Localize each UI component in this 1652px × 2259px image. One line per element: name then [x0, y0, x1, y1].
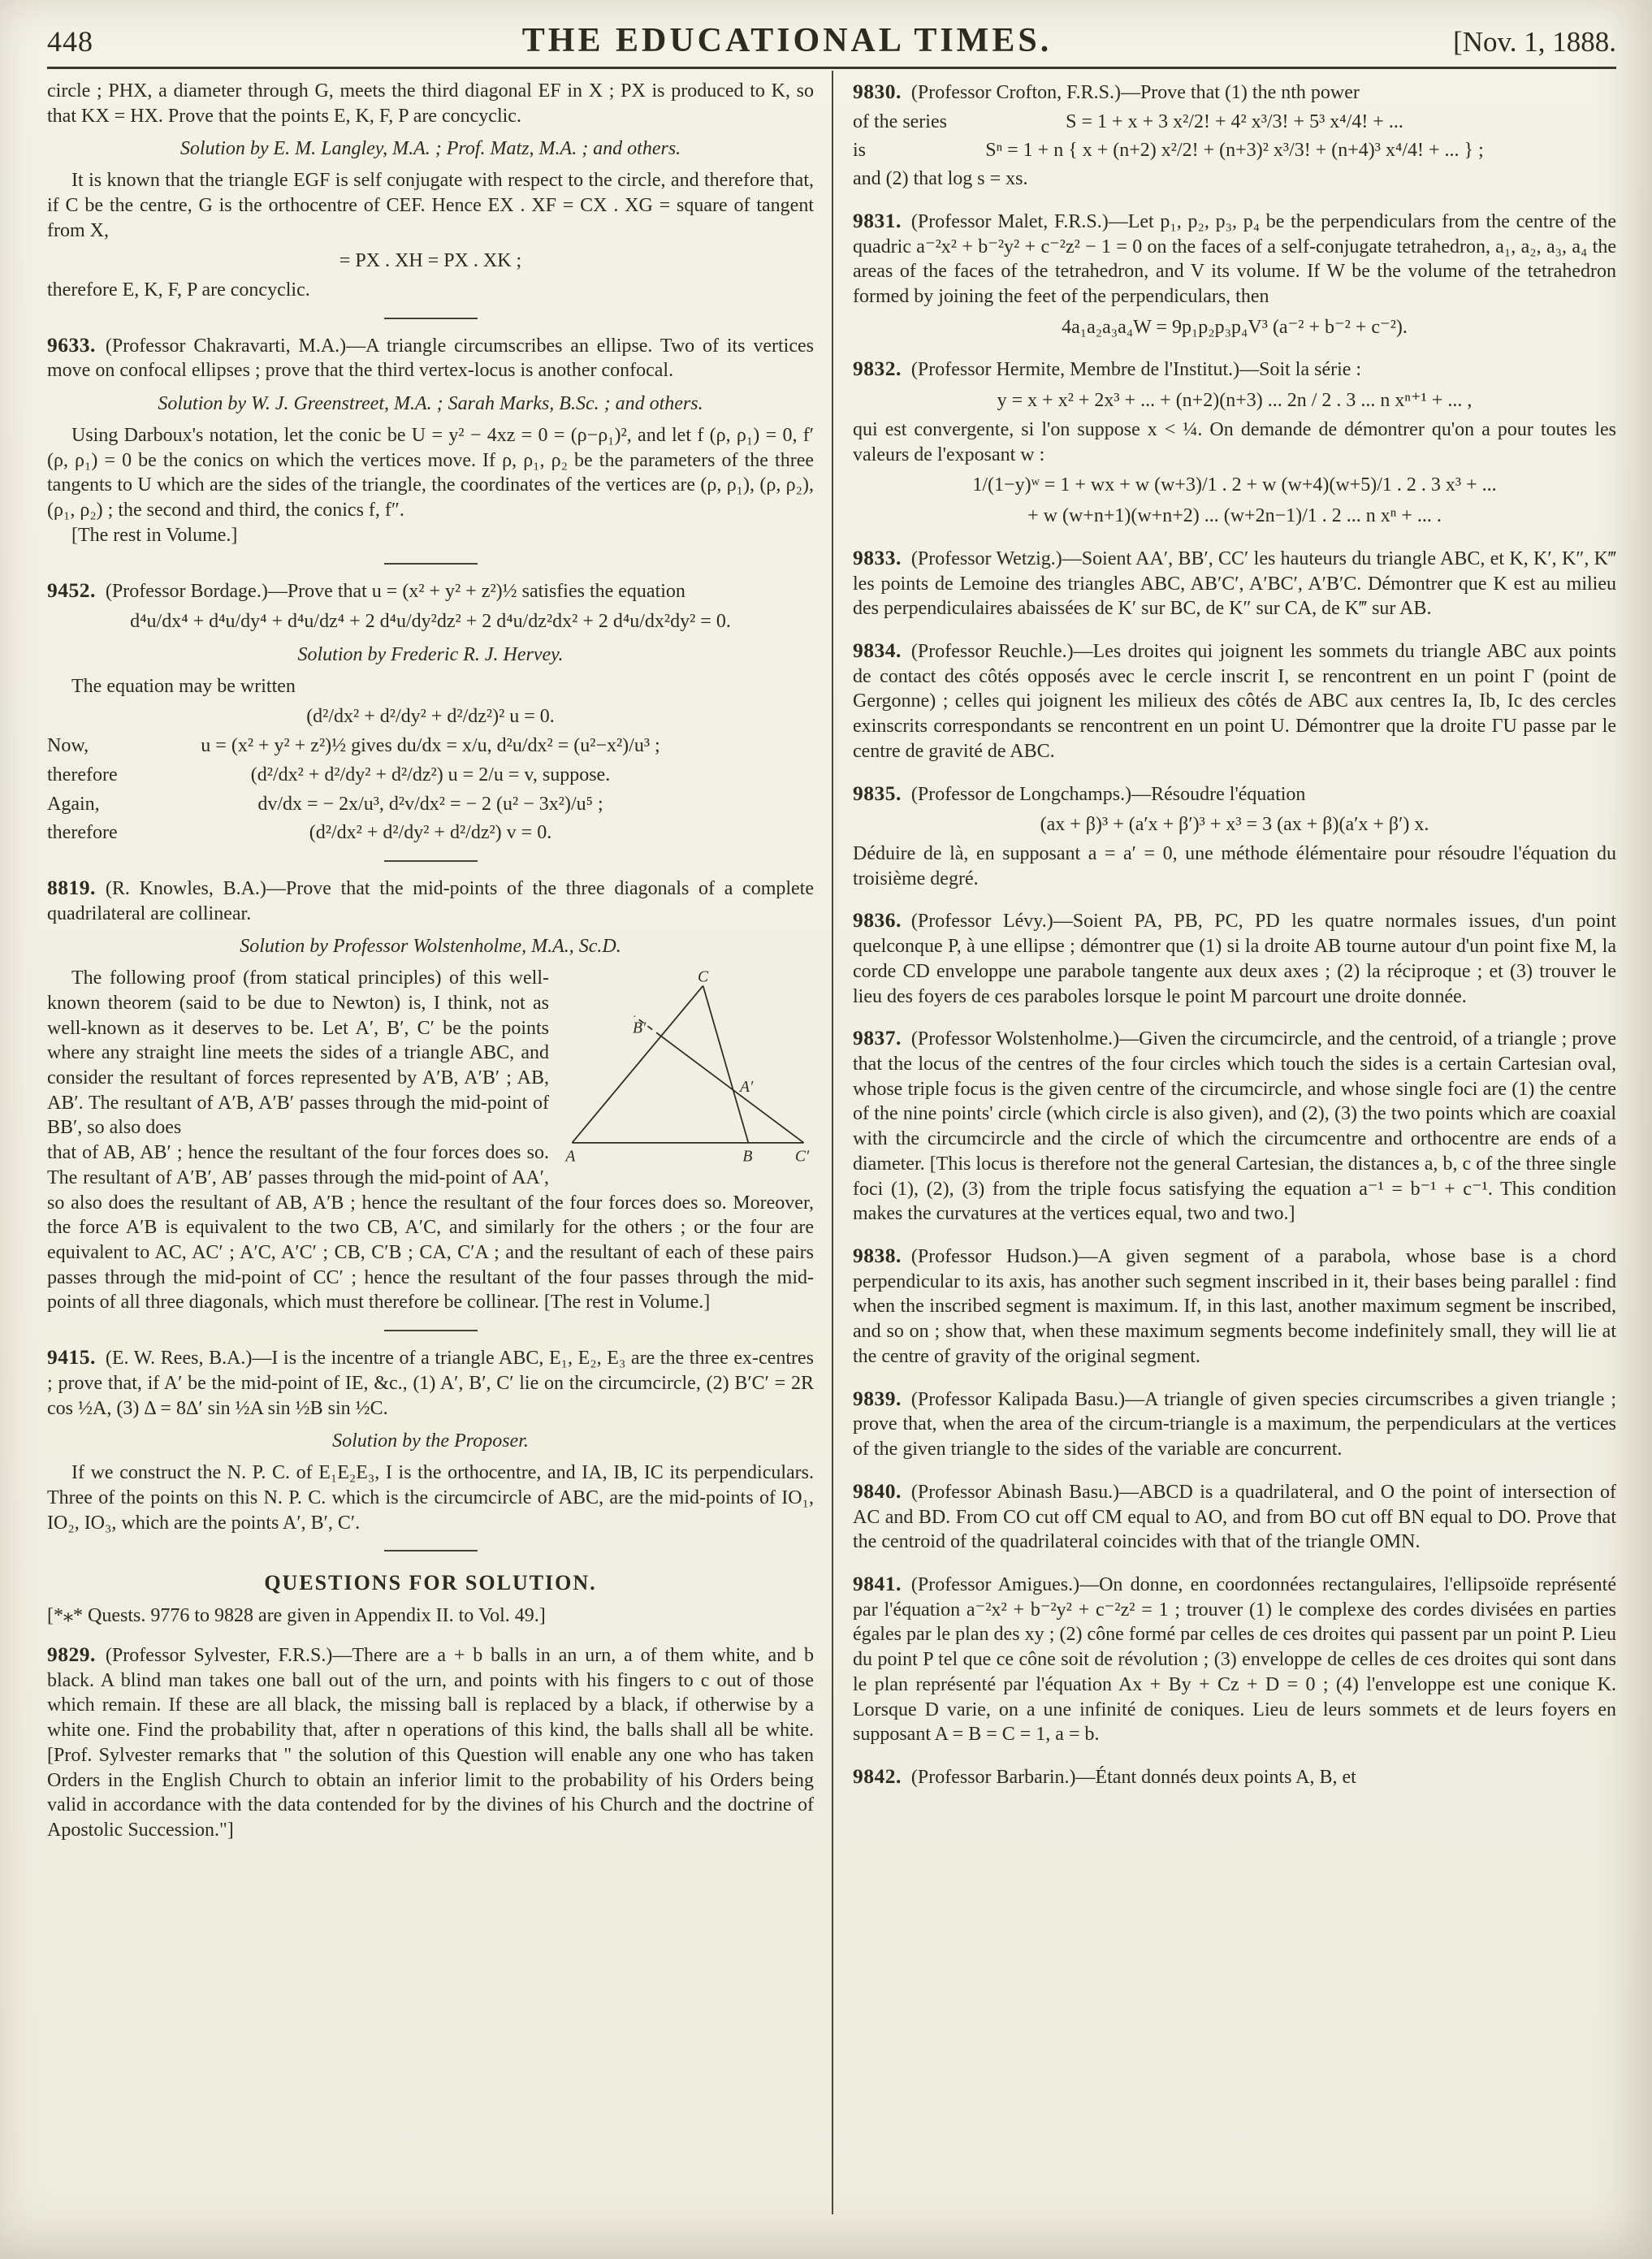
figure-label-c: C	[698, 971, 709, 986]
solution-heading: Solution by Frederic R. J. Hervey.	[297, 643, 564, 665]
figure-label-b: B	[742, 1148, 753, 1166]
equation: 4a₁a₂a₃a₄W = 9p₁p₂p₃p₄V³ (a⁻² + b⁻² + c⁻²).	[1062, 316, 1408, 338]
problem-text: (Professor Hermite, Membre de l'Institut.)—Soit la série :	[910, 359, 1362, 381]
continued-problem-text: circle ; PHX, a diameter through G, meets the third diagonal EF in X ; PX is produced to K, so that KX = HX. Prove that the points E, K, F, P are concyclic.	[47, 80, 814, 127]
problem-text: (Professor Bordage.)—Prove that u = (x² + y² + z²)½ satisfies the equation	[105, 580, 685, 602]
problem-text: (Professor Barbarin.)—Étant donnés deux points A, B, et	[910, 1766, 1356, 1788]
problem-9837	[853, 1025, 1616, 1227]
transversal-line	[661, 1036, 804, 1143]
problem-text: (Professor Malet, F.R.S.)—Let p₁, p₂, p₃, p₄ be the perpendiculars from the centre of the quadric a⁻²x² + b⁻²y² + c⁻²z² − 1 = 0 on the faces of a self-conjugate tetrahedron, a₁, a₂, a₃, a₄ the areas of the faces of the tetrahedron, and V its volume. If W be the volume of the tetrahedron formed by joining the feet of the perpendiculars, then	[853, 210, 1616, 308]
problem-9452	[47, 578, 814, 604]
issue-date: [Nov. 1, 1888.	[1453, 26, 1616, 58]
problem-number: 9830.	[853, 80, 902, 103]
problem-9839	[853, 1386, 1616, 1462]
equation: (d²/dx² + d²/dy² + d²/dz²) u = 2/u = v, suppose.	[250, 764, 611, 785]
section-divider	[384, 1550, 478, 1551]
solution-paragraph: therefore E, K, F, P are concyclic.	[47, 279, 310, 301]
problem-text: (R. Knowles, B.A.)—Prove that the mid-points of the three diagonals of a complete quadrilateral are collinear.	[47, 877, 814, 924]
problem-9834	[853, 638, 1616, 764]
problem-9840	[853, 1478, 1616, 1555]
problem-number: 9839.	[853, 1386, 902, 1410]
problem-number: 9838.	[853, 1244, 902, 1268]
equation: (ax + β)³ + (a′x + β′)³ + x³ = 3 (ax + β)(a′x + β′) x.	[1040, 814, 1429, 836]
solution-paragraph: Using Darboux's notation, let the conic be U = y² − 4xz = 0 = (ρ−ρ₁)², and let f (ρ, ρ₁) = 0, f′ (ρ, ρ₁) = 0 be the conics on which the vertices move. If ρ, ρ₁, ρ₂ be the parameters of the three tangents to U which are the sides of the triangle, the coordinates of the vertices are (ρ, ρ₁), (ρ, ρ₂), (ρ₁, ρ₂) ; the second and third, the conics f, f″.	[47, 424, 814, 521]
section-divider	[384, 860, 478, 862]
page-number: 448	[47, 25, 93, 58]
problem-number: 9836.	[853, 908, 902, 933]
equation: d⁴u/dx⁴ + d⁴u/dy⁴ + d⁴u/dz⁴ + 2 d⁴u/dy²dz² + 2 d⁴u/dz²dx² + 2 d⁴u/dx²dy² = 0.	[130, 611, 731, 633]
problem-9833	[853, 545, 1616, 621]
equation: Sⁿ = 1 + n { x + (n+2) x²/2! + (n+3)² x³/3! + (n+4)³ x⁴/4! + ... } ;	[985, 140, 1484, 162]
left-column	[47, 71, 832, 2214]
problem-text: Déduire de là, en supposant a = a′ = 0, une méthode élémentaire pour résoudre l'équation du troisième degré.	[853, 842, 1616, 889]
problem-text: (Professor Wetzig.)—Soient AA′, BB′, CC′ les hauteurs du triangle ABC, et K, K′, K″, K‴ les points de Lemoine des triangles ABC, AB′C′, A′BC′, A′B′C. Démontrer que K est au milieu des perpendiculaires abaissées de K′ sur BC, de K″ sur CA, de K‴ sur AB.	[853, 547, 1616, 620]
problem-text: and (2) that log s = xs.	[853, 168, 1028, 190]
problem-text: (Professor Amigues.)—On donne, en coordonnées rectangulaires, l'ellipsoïde représenté par l'équation a⁻²x² + b⁻²y² + c⁻²z² = 1 ; trouver (1) le complexe des cordes divisées en parties égales par le plan des xy ; (2) cône formé par celles de ces droites qui passent par un point P. Lieu du point P tel que ce cône soit de révolution ; (3) enveloppe de celles de ces droites qui sont dans le plan représenté par l'équation Ax + By + Cz + D = 0 ; (4) l'enveloppe est une conique K. Lorsque D varie, on a une infinité de coniques. Lieu de leurs sommets et de leurs foyers en supposant A = B = C = 1, a = b.	[853, 1573, 1616, 1746]
solution-heading: Solution by E. M. Langley, M.A. ; Prof. Matz, M.A. ; and others.	[179, 138, 681, 160]
problem-9842	[853, 1763, 1616, 1790]
equation: 1/(1−y)ʷ = 1 + wx + w (w+3)/1 . 2 + w (w+4)(w+5)/1 . 2 . 3 x³ + ...	[972, 474, 1497, 496]
triangle-diagram	[562, 971, 814, 1168]
problem-number: 9831.	[853, 208, 902, 232]
problem-text: (Professor Wolstenholme.)—Given the circumcircle, and the centroid, of a triangle ; prove that the locus of the centres of the four circles which touch the sides is a certain Cartesian oval, whose triple focus is the given centre of the circumcircle, and whose single foci are (1) the centre of the nine points' circle (which circle is also given), and (2), (3) the two points which are coaxial with the circumcircle and the circle of which the circumcentre and orthocentre are ends of a diameter. [This locus is therefore not the general Cartesian, the distances a, b, c of the three single foci (1), (2), (3) from the triple focus satisfying the equation a⁻¹ = b⁻¹ + c⁻¹. This condition makes the curvatures at the vertices equal, two and two.]	[853, 1028, 1616, 1225]
equation-row	[853, 138, 1616, 163]
problem-text: (Professor Abinash Basu.)—ABCD is a quadrilateral, and O the point of intersection of AC and BD. From CO cut off CM equal to AO, and from BO cut off BN equal to DO. Prove that the centroid of the quadrilateral coincides with that of the triangle OMN.	[853, 1481, 1616, 1553]
problem-9835	[853, 781, 1616, 807]
right-column	[832, 71, 1616, 2214]
questions-for-solution-heading: QUESTIONS FOR SOLUTION.	[264, 1571, 597, 1595]
equation-row	[47, 820, 814, 846]
problem-9830	[853, 79, 1616, 106]
rest-in-volume-note: [The rest in Volume.]	[71, 524, 238, 546]
figure-label-c-prime: C′	[794, 1148, 810, 1166]
equation-row-label: is	[853, 140, 867, 162]
columns	[47, 71, 1616, 2214]
equation: + w (w+n+1)(w+n+2) ... (w+2n−1)/1 . 2 ... n xⁿ + ... .	[1027, 505, 1442, 527]
appendix-note: [*⁎* Quests. 9776 to 9828 are given in Appendix II. to Vol. 49.]	[47, 1605, 546, 1627]
journal-title: THE EDUCATIONAL TIMES.	[521, 22, 1053, 59]
triangle-side-cb	[703, 986, 749, 1143]
equation-row-label: of the series	[853, 110, 947, 132]
solution-paragraph: The equation may be written	[71, 675, 296, 697]
problem-number: 9415.	[47, 1345, 96, 1370]
equation-row-label: Now,	[47, 735, 89, 757]
equation-row	[47, 763, 814, 788]
solution-paragraph: It is known that the triangle EGF is self conjugate with respect to the circle, and therefore that, if C be the centre, G is the orthocentre of CEF. Hence EX . XF = CX . XG = square of tangent from X,	[47, 170, 814, 241]
problem-text: qui est convergente, si l'on suppose x < ¼. On demande de démontrer qu'on a pour toutes les valeurs de l'exposant w :	[853, 418, 1616, 465]
problem-text: (Professor Lévy.)—Soient PA, PB, PC, PD les quatre normales issues, d'un point quelconque P, à une ellipse ; démontrer que (1) si la droite AB tourne autour d'un point fixe M, la corde CD enveloppe une parabole tangente aux deux axes ; (2) la réciproque ; et (3) trouver le lieu des foyers de ces paraboles lorsque le point M parcourt une droite donnée.	[853, 911, 1616, 1007]
problem-number: 9842.	[853, 1763, 902, 1788]
problem-8819	[47, 875, 814, 926]
problem-number: 9833.	[853, 545, 902, 569]
problem-9415	[47, 1344, 814, 1421]
equation-row-label: therefore	[47, 822, 118, 844]
problem-number: 9452.	[47, 578, 96, 602]
triangle-side-ca	[572, 986, 703, 1143]
equation-row	[47, 734, 814, 759]
problem-text: (E. W. Rees, B.A.)—I is the incentre of a triangle ABC, E₁, E₂, E₃ are the three ex-centres ; prove that, if A′ be the mid-point of IE, &c., (1) A′, B′, C′ lie on the circumcircle, (2) B′C′ = 2R cos ½A, (3) Δ = 8Δ′ sin ½A sin ½B sin ½C.	[47, 1348, 814, 1419]
solution-paragraph: that of AB, AB′ ; hence the resultant of the four forces does so. The resultant of A′B′, AB′ passes through the mid-point of AA′, so also does the resultant of AB, A′B ; hence the resultant of the four forces does so. Moreover, the force A′B is equivalent to the two CB, A′C, and similarly for the others ; or the four are equivalent to AC, AC′ ; A′C, A′C′ ; CB, C′B ; CA, C′A ; and the resultant of each of these pairs passes through the mid-point of CC′ ; hence the resultant of the four passes through the mid-points of all three diagonals, which must therefore be collinear. [The rest in Volume.]	[47, 1142, 814, 1313]
equation: u = (x² + y² + z²)½ gives du/dx = x/u, d²u/dx² = (u²−x²)/u³ ;	[201, 735, 660, 757]
problem-9836	[853, 907, 1616, 1009]
figure-label-a-prime: A′	[740, 1078, 754, 1096]
equation: = PX . XH = PX . XK ;	[339, 250, 522, 272]
problem-text: (Professor Sylvester, F.R.S.)—There are a + b balls in an urn, a of them white, and b black. A blind man takes one ball out of the urn, and points with his fingers to c out of those which remain. If these are all black, the missing ball is replaced by a black, if otherwise by a white one. Find the probability that, after n operations of this kind, the balls shall all be white. [Prof. Sylvester remarks that " the solution of this Question will enable any one who has taken Orders in the English Church to obtain an inferior limit to the probability of his Orders being valid in accordance with the data contended for by the divines of his Church and the doctrine of Apostolic Succession."]	[47, 1644, 814, 1841]
equation: (d²/dx² + d²/dy² + d²/dz²) v = 0.	[309, 822, 552, 844]
problem-number: 9840.	[853, 1478, 902, 1503]
problem-9831	[853, 208, 1616, 309]
equation-row	[853, 110, 1616, 135]
section-divider	[384, 318, 478, 319]
problem-9633	[47, 332, 814, 383]
problem-text: (Professor Reuchle.)—Les droites qui joignent les sommets du triangle ABC aux points de contact des côtés opposés avec le cercle inscrit I, se rencontrent en un point Γ (point de Gergonne) ; celles qui joignent les milieux des côtés de ABC aux centres Ia, Ib, Ic des cercles exinscrits correspondants se rencontrent en un point U. Démontrer que la droite ΓU passe par le centre de gravité de ABC.	[853, 640, 1616, 762]
problem-number: 8819.	[47, 875, 96, 899]
problem-text: (Professor Kalipada Basu.)—A triangle of given species circumscribes a given triangle ; prove that, when the area of the circum-triangle is a maximum, the perpendiculars at the vertices of the given triangle to the sides of the variable are concurrent.	[853, 1388, 1616, 1461]
solution-heading: Solution by the Proposer.	[332, 1430, 529, 1452]
section-divider	[384, 1330, 478, 1331]
problem-number: 9832.	[853, 357, 902, 381]
equation: y = x + x² + 2x³ + ... + (n+2)(n+3) ... 2n / 2 . 3 ... n xⁿ⁺¹ + ... ,	[997, 390, 1473, 412]
problem-number: 9633.	[47, 332, 96, 357]
equation: (d²/dx² + d²/dy² + d²/dz²)² u = 0.	[306, 706, 555, 728]
problem-9841	[853, 1571, 1616, 1747]
figure-label-b-prime: B′	[633, 1019, 647, 1037]
problem-9832	[853, 356, 1616, 383]
equation-row	[47, 792, 814, 817]
figure-label-a: A	[565, 1148, 576, 1166]
problem-9838	[853, 1243, 1616, 1370]
solution-8819-body	[47, 966, 814, 1315]
triangle-figure	[562, 971, 814, 1168]
masthead	[47, 21, 1616, 69]
equation: dv/dx = − 2x/u³, d²v/dx² = − 2 (u² − 3x²)/u⁵ ;	[257, 793, 603, 815]
problem-number: 9829.	[47, 1642, 96, 1666]
problem-number: 9834.	[853, 638, 902, 662]
problem-number: 9841.	[853, 1571, 902, 1595]
section-divider	[384, 563, 478, 565]
problem-text: (Professor Chakravarti, M.A.)—A triangle circumscribes an ellipse. Two of its vertices move on confocal ellipses ; prove that the third vertex-locus is another confocal.	[47, 335, 814, 382]
problem-text: (Professor Hudson.)—A given segment of a parabola, whose base is a chord perpendicular to its axis, has another such segment inscribed in it, their bases being parallel : find when the inscribed segment is maximum. If, in this last, another maximum segment be inscribed, and so on ; show that, when these maximum segments become indefinitely small, they will lie at the centre of gravity of the original segment.	[853, 1246, 1616, 1367]
solution-heading: Solution by W. J. Greenstreet, M.A. ; Sarah Marks, B.Sc. ; and others.	[158, 393, 703, 415]
solution-paragraph: The following proof (from statical principles) of this well-known theorem (said to be due to Newton) is, I think, not as well-known as it deserves to be. Let A′, B′, C′ be the points where any straight line meets the sides of a triangle ABC, and consider the resultant of forces represented by A′B, A′B′ ; AB, AB′. The resultant of A′B, A′B′ passes through the mid-point of BB′, so also does	[47, 967, 549, 1139]
problem-9829	[47, 1642, 814, 1843]
problem-number: 9837.	[853, 1026, 902, 1050]
problem-text: (Professor Crofton, F.R.S.)—Prove that (1) the nth power	[910, 82, 1360, 103]
equation-row-label: Again,	[47, 793, 100, 815]
solution-paragraph: If we construct the N. P. C. of E₁E₂E₃, I is the orthocentre, and IA, IB, IC its perpendiculars. Three of the points on this N. P. C. which is the circumcircle of ABC, are the mid-points of IO₁, IO₂, IO₃, which are the points A′, B′, C′.	[47, 1462, 814, 1534]
equation: S = 1 + x + 3 x²/2! + 4² x³/3! + 5³ x⁴/4! + ...	[1066, 110, 1403, 132]
solution-heading: Solution by Professor Wolstenholme, M.A., Sc.D.	[240, 936, 621, 958]
problem-number: 9835.	[853, 781, 902, 805]
equation-row-label: therefore	[47, 764, 118, 785]
problem-text: (Professor de Longchamps.)—Résoudre l'équation	[910, 783, 1306, 805]
